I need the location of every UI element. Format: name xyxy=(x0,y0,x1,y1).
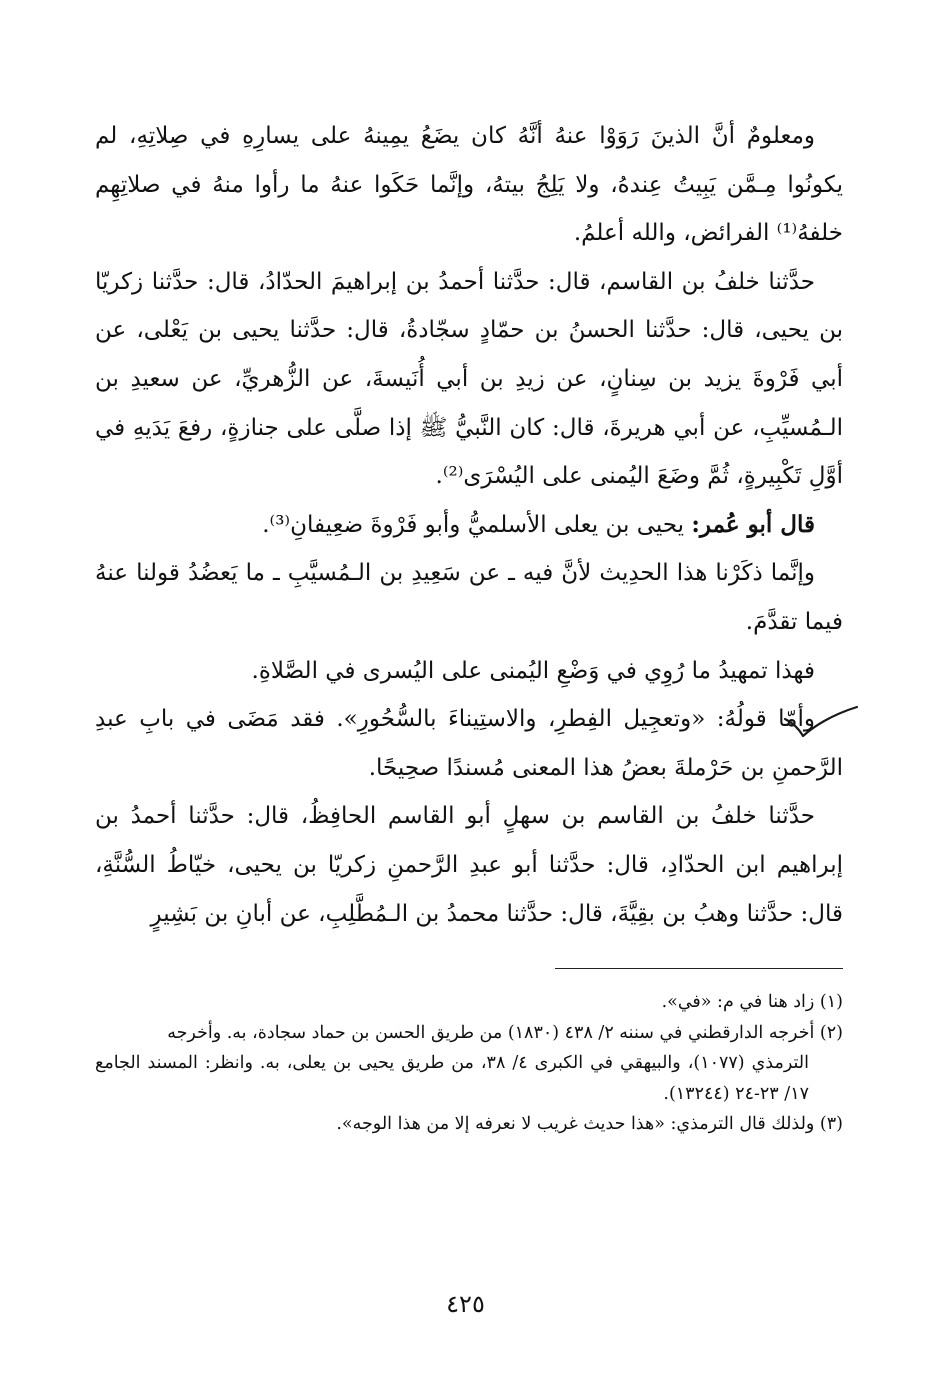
footnote-divider xyxy=(555,968,843,969)
page-content xyxy=(95,112,843,1140)
paragraph-3 xyxy=(95,501,843,550)
footnote-3: (٣) ولذلك قال الترمذي: «هذا حديث غريب لا نعرفه إلا من هذا الوجه». xyxy=(336,1114,843,1135)
paragraph-4: وإنَّما ذكَرْنا هذا الحدِيث لأنَّ فيه ـ عن سَعِيدِ بن الـمُسيَّبِ ـ ما يَعضُدُ قولنا عنهُ فيما تقدَّمَ. xyxy=(95,560,843,635)
paragraph-6: وأمّا قولُهُ: «وتعجِيل الفِطرِ، والاستِيناءَ بالسُّحُورِ». فقد مَضَى في بابِ عبدِ الرَّحمنِ بن حَرْملةَ بعضُ هذا المعنى مُسندًا صحِيحًا. xyxy=(95,706,843,781)
paragraph-1: ومعلومٌ أنَّ الذينَ رَوَوْا عنهُ أنَّهُ كان يضَعُ يمِينهُ على يسارِهِ في صِلاتِهِ، لم يكونُوا مِـمَّن يَبِيتُ عِندهُ، ولا يَلِجُ بيتهُ، وإنَّما حَكَوا عنهُ ما رأوا منهُ في صلاتِهِم خلفهُ⁽¹⁾ الفرائض، والله أعلمُ. xyxy=(95,123,843,247)
page-number: ٤٢٥ xyxy=(446,1290,485,1318)
paragraph-3-text: يحيى بن يعلى الأسلميُّ وأبو فَرْوةَ ضعِيفانِ⁽³⁾. xyxy=(262,511,692,538)
footnote-2-continued: الترمذي (١٠٧٧)، والبيهقي في الكبرى ٤/ ٣٨، من طريق يحيى بن يعلى، به. وانظر: المسند الجامع ١٧/ ٢٣-٢٤ (١٣٢٤٤). xyxy=(95,1053,809,1104)
abu-umar-heading: قال أبو عُمر: xyxy=(691,510,815,538)
footnote-2: (٢) أخرجه الدارقطني في سننه ٢/ ٤٣٨ (١٨٣٠) من طريق الحسن بن حماد سجادة، به. وأخرجه xyxy=(167,1022,843,1043)
paragraph-5: فهذا تمهيدُ ما رُوِي في وَضْعِ اليُمنى على اليُسرى في الصَّلاةِ. xyxy=(251,657,815,684)
paragraph-2: حدَّثنا خلفُ بن القاسم، قال: حدَّثنا أحمدُ بن إبراهيمَ الحدّادُ، قال: حدَّثنا زكريّا بن يحيى، قال: حدَّثنا الحسنُ بن حمّادٍ سجّادةُ، قال: حدَّثنا يحيى بن يَعْلى، عن أبي فَرْوةَ يزيد بن سِنانٍ، عن زيدِ بن أبي أُنَيسةَ، عن الزُّهريِّ، عن سعيدِ بن الـمُسيِّبِ، عن أبي هريرةَ، قال: كان النَّبيُّ ﷺ إذا صلَّى على جنازةٍ، رفعَ يَدَيهِ في أوَّلِ تَكْبِيرةٍ، ثُمَّ وضَعَ اليُمنى على اليُسْرَى⁽²⁾. xyxy=(95,268,843,490)
paragraph-7: حدَّثنا خلفُ بن القاسم بن سهلٍ أبو القاسم الحافِظُ، قال: حدَّثنا أحمدُ بن إبراهيم ابن الحدّادِ، قال: حدَّثنا أبو عبدِ الرَّحمنِ زكريّا بن يحيى، خيّاطُ السُّنَّةِ، قال: حدَّثنا وهبُ بن بقِيَّةَ، قال: حدَّثنا محمدُ بن الـمُطَّلِبِ، عن أبانِ بن بَشِيرٍ xyxy=(95,803,843,927)
paragraph-6-wrap xyxy=(95,695,843,792)
handwritten-check-mark-icon xyxy=(783,705,859,741)
footnote-1: (١) زاد هنا في م: «في». xyxy=(661,992,843,1013)
footnotes xyxy=(95,987,843,1140)
main-text xyxy=(95,112,843,938)
